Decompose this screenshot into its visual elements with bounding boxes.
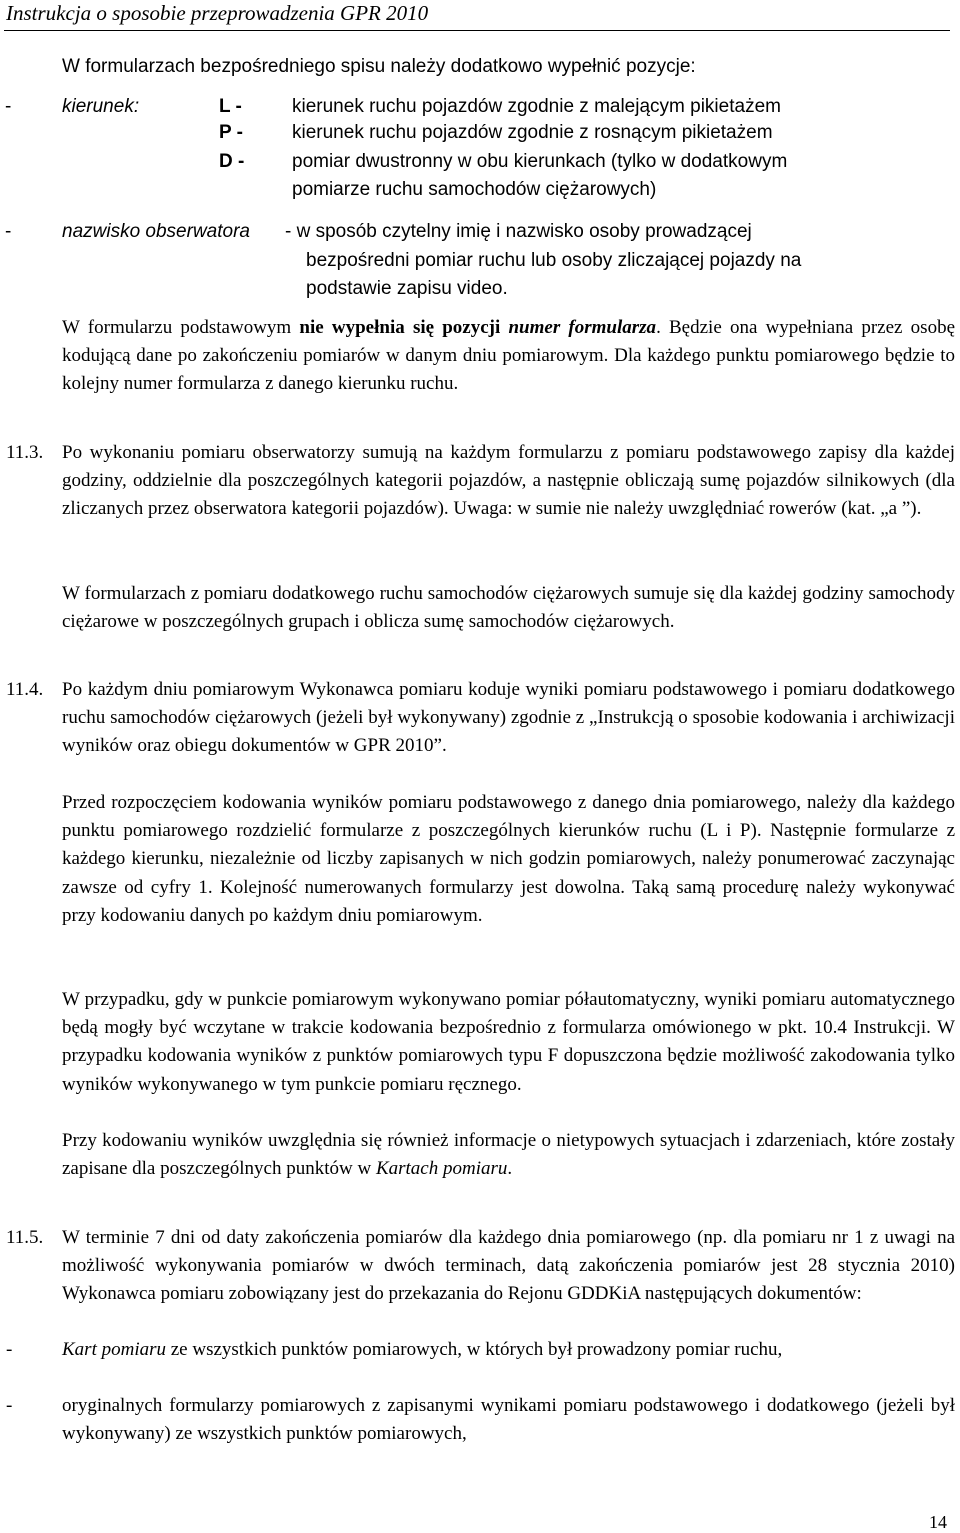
section-number-11-4: 11.4. [6, 679, 44, 700]
list-item-2: oryginalnych formularzy pomiarowych z zapisanymi wynikami pomiaru podstawowego i dodatkowego (jeżeli był wykonywany) ze wszystkich punktów pomiarowych, [62, 1395, 955, 1445]
section-11-4-para-4 [62, 1127, 955, 1183]
nazwisko-line-2: bezpośredni pomiar ruchu lub osoby zliczającej pojazdy na [306, 250, 802, 271]
code-p-text: kierunek ruchu pojazdów zgodnie z rosnącym pikietażem [292, 122, 773, 143]
section-11-4-para-4-pre: Przy kodowaniu wyników uwzględnia się również informacje o nietypowych sytuacjach i zdarzeniach, które zostały zapisane dla poszczególnych punktów w [62, 1130, 955, 1180]
header-rule [4, 30, 950, 31]
list-item-1 [62, 1336, 955, 1364]
code-l-text: kierunek ruchu pojazdów zgodnie z malejącym pikietażem [292, 96, 781, 117]
section-11-4-para-1: Po każdym dniu pomiarowym Wykonawca pomiaru koduje wyniki pomiaru podstawowego i pomiaru dodatkowego ruchu samochodów ciężarowych (jeżeli był wykonywany) zgodnie z „Instrukcją o sposobie kodowania i archiwizacji wyników oraz obiegu dokumentów w GPR 2010”. [62, 679, 955, 757]
formularz-note-post: . Będzie ona wypełniana przez osobę kodującą dane po zakończeniu pomiarów w danym dniu pomiarowym. Dla każdego punktu pomiarowego będzie to kolejny numer formularza z danego kierunku ruchu. [62, 317, 956, 395]
section-11-3-para-1: Po wykonaniu pomiaru obserwatorzy sumują na każdym formularzu z pomiaru podstawowego zapisy dla każdej godziny, oddzielnie dla poszczególnych kategorii pojazdów, a następnie obliczają sumę pojazdów silnikowych (dla zliczanych przez obserwatora kategorii pojazdów). Uwaga: w sumie nie należy uwzględniać rowerów (kat. „a ”). [62, 442, 955, 520]
list-dash-1: - [6, 1339, 13, 1360]
kierunek-label: kierunek: [62, 96, 140, 117]
formularz-note-bolditalic: numer formularza [508, 317, 657, 338]
section-11-4-para-4-post: . [507, 1158, 513, 1180]
nazwisko-dash: - [5, 221, 12, 242]
section-11-4-para-2: Przed rozpoczęciem kodowania wyników pomiaru podstawowego z danego dnia pomiarowego, należy dla każdego punktu pomiarowego rozdzielić formularze z poszczególnych kierunków ruchu (L i P). Następnie formularze z każdego kierunku, niezależnie od liczby zapisanych w nich godzin pomiarowych, należy ponumerować zaczynając zawsze od cyfry 1. Kolejność numerowanych formularzy jest dowolna. Taką samą procedurę należy wykonywać przy kodowaniu danych po każdym dniu pomiarowym. [62, 792, 955, 926]
nazwisko-line-1: - w sposób czytelny imię i nazwisko osoby prowadzącej [285, 221, 752, 242]
kierunek-dash: - [5, 96, 12, 117]
section-number-11-3: 11.3. [6, 442, 44, 463]
code-d: D - [219, 151, 245, 172]
list-dash-2: - [6, 1395, 13, 1416]
formularz-note-pre: W formularzu podstawowym [62, 317, 300, 338]
formularz-note-bold: nie wypełnia się pozycji [299, 317, 509, 338]
code-p: P - [219, 122, 243, 143]
section-11-5-para-1: W terminie 7 dni od daty zakończenia pomiarów dla każdego dnia pomiarowego (np. dla pomiaru nr 1 z uwagi na możliwość wykonywania pomiarów w dwóch terminach, datą zakończenia pomiarów jest 28 stycznia 2010) Wykonawca pomiaru zobowiązany jest do przekazania do Rejonu GDDKiA następujących dokumentów: [62, 1227, 955, 1305]
code-d-text-2: pomiarze ruchu samochodów ciężarowych) [292, 179, 657, 200]
code-l: L - [219, 96, 242, 117]
section-11-3-para-2: W formularzach z pomiaru dodatkowego ruchu samochodów ciężarowych sumuje się dla każdej godziny samochody ciężarowe w poszczególnych grupach i oblicza sumę samochodów ciężarowych. [62, 583, 955, 633]
section-11-4-para-4-italic: Kartach pomiaru [375, 1158, 508, 1180]
nazwisko-line-3: podstawie zapisu video. [306, 278, 508, 299]
code-d-text: pomiar dwustronny w obu kierunkach (tylko w dodatkowym [292, 151, 788, 172]
list-item-1-italic: Kart pomiaru [62, 1339, 166, 1360]
page-number: 14 [929, 1512, 947, 1532]
section-number-11-5: 11.5. [6, 1227, 44, 1248]
nazwisko-label: nazwisko obserwatora [62, 221, 250, 242]
intro-line: W formularzach bezpośredniego spisu należy dodatkowo wypełnić pozycje: [62, 56, 696, 77]
formularz-note [62, 314, 955, 399]
list-item-1-text: ze wszystkich punktów pomiarowych, w których był prowadzony pomiar ruchu, [166, 1339, 783, 1360]
running-header: Instrukcja o sposobie przeprowadzenia GPR 2010 [6, 1, 429, 25]
section-11-4-para-3: W przypadku, gdy w punkcie pomiarowym wykonywano pomiar półautomatyczny, wyniki pomiaru automatycznego będą mogły być wczytane w trakcie kodowania bezpośrednio z formularza omówionego w pkt. 10.4 Instrukcji. W przypadku kodowania wyników z punktów pomiarowych typu F dopuszczona będzie możliwość zakodowania tylko wyników wykonywanego w tym punkcie pomiaru ręcznego. [62, 989, 955, 1095]
